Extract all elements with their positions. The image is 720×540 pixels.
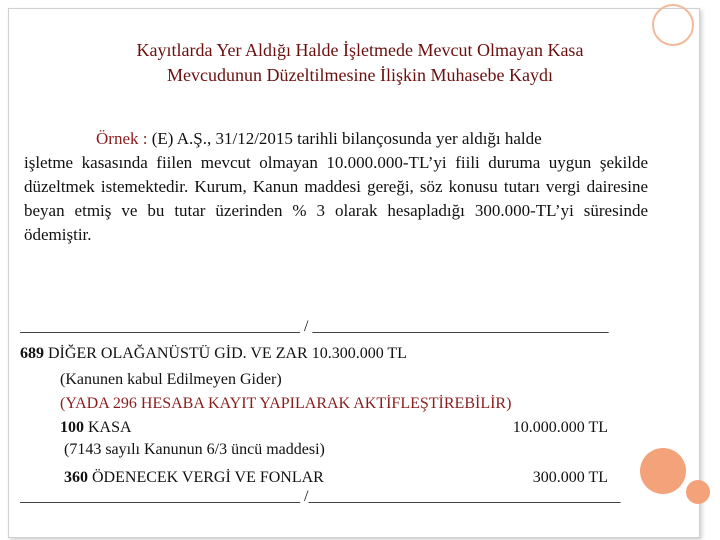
account-code-360: 360 <box>64 469 88 486</box>
account-name-360: ÖDENECEK VERGİ VE FONLAR <box>88 469 324 486</box>
account-name-100: KASA <box>84 419 132 436</box>
example-body: işletme kasasında fiilen mevcut olmayan 10.000.000-TL’yi fiili duruma uygun şekilde düzeltmek istemektedir. Kurum, Kanun maddesi gereği, söz konusu tutarı vergi dairesine beyan etmiş ve bu tutar üzerinden % 3 olarak hesapladığı 300.000-TL’yi süresinde ödemiştir. <box>24 153 648 244</box>
entry-note-3: (7143 sayılı Kanunun 6/3 üncü maddesi) <box>64 441 325 458</box>
decorative-circle-small <box>686 480 710 504</box>
slide-title <box>40 38 680 88</box>
entry-line-689 <box>20 342 407 366</box>
account-name-689: DİĞER OLAĞANÜSTÜ GİD. VE ZAR 10.300.000 TL <box>44 345 407 362</box>
example-paragraph <box>24 127 648 247</box>
title-line-2: Mevcudunun Düzeltilmesine İlişkin Muhasebe Kaydı <box>167 65 553 85</box>
amount-100: 10.000.000 TL <box>512 419 608 436</box>
entry-note-1: (Kanunen kabul Edilmeyen Gider) <box>60 371 282 388</box>
entry-separator-top: ___________________________________ / _____________________________________ <box>20 318 609 335</box>
journal-entry <box>20 342 660 492</box>
example-first-line <box>24 127 648 151</box>
entry-note-2: (YADA 296 HESABA KAYIT YAPILARAK AKTİFLEŞTİREBİLİR) <box>60 395 512 412</box>
title-line-1: Kayıtlarda Yer Aldığı Halde İşletmede Mevcut Olmayan Kasa <box>136 40 584 60</box>
account-code-689: 689 <box>20 345 44 362</box>
example-first-text: (E) A.Ş., 31/12/2015 tarihli bilançosunda yer aldığı halde <box>151 129 542 148</box>
amount-360: 300.000 TL <box>532 469 608 486</box>
account-code-100: 100 <box>60 419 84 436</box>
example-label: Örnek : <box>96 129 152 148</box>
entry-line-360 <box>64 466 324 490</box>
entry-line-100 <box>60 416 132 440</box>
entry-separator-bottom: ___________________________________ /_______________________________________ <box>20 488 621 505</box>
